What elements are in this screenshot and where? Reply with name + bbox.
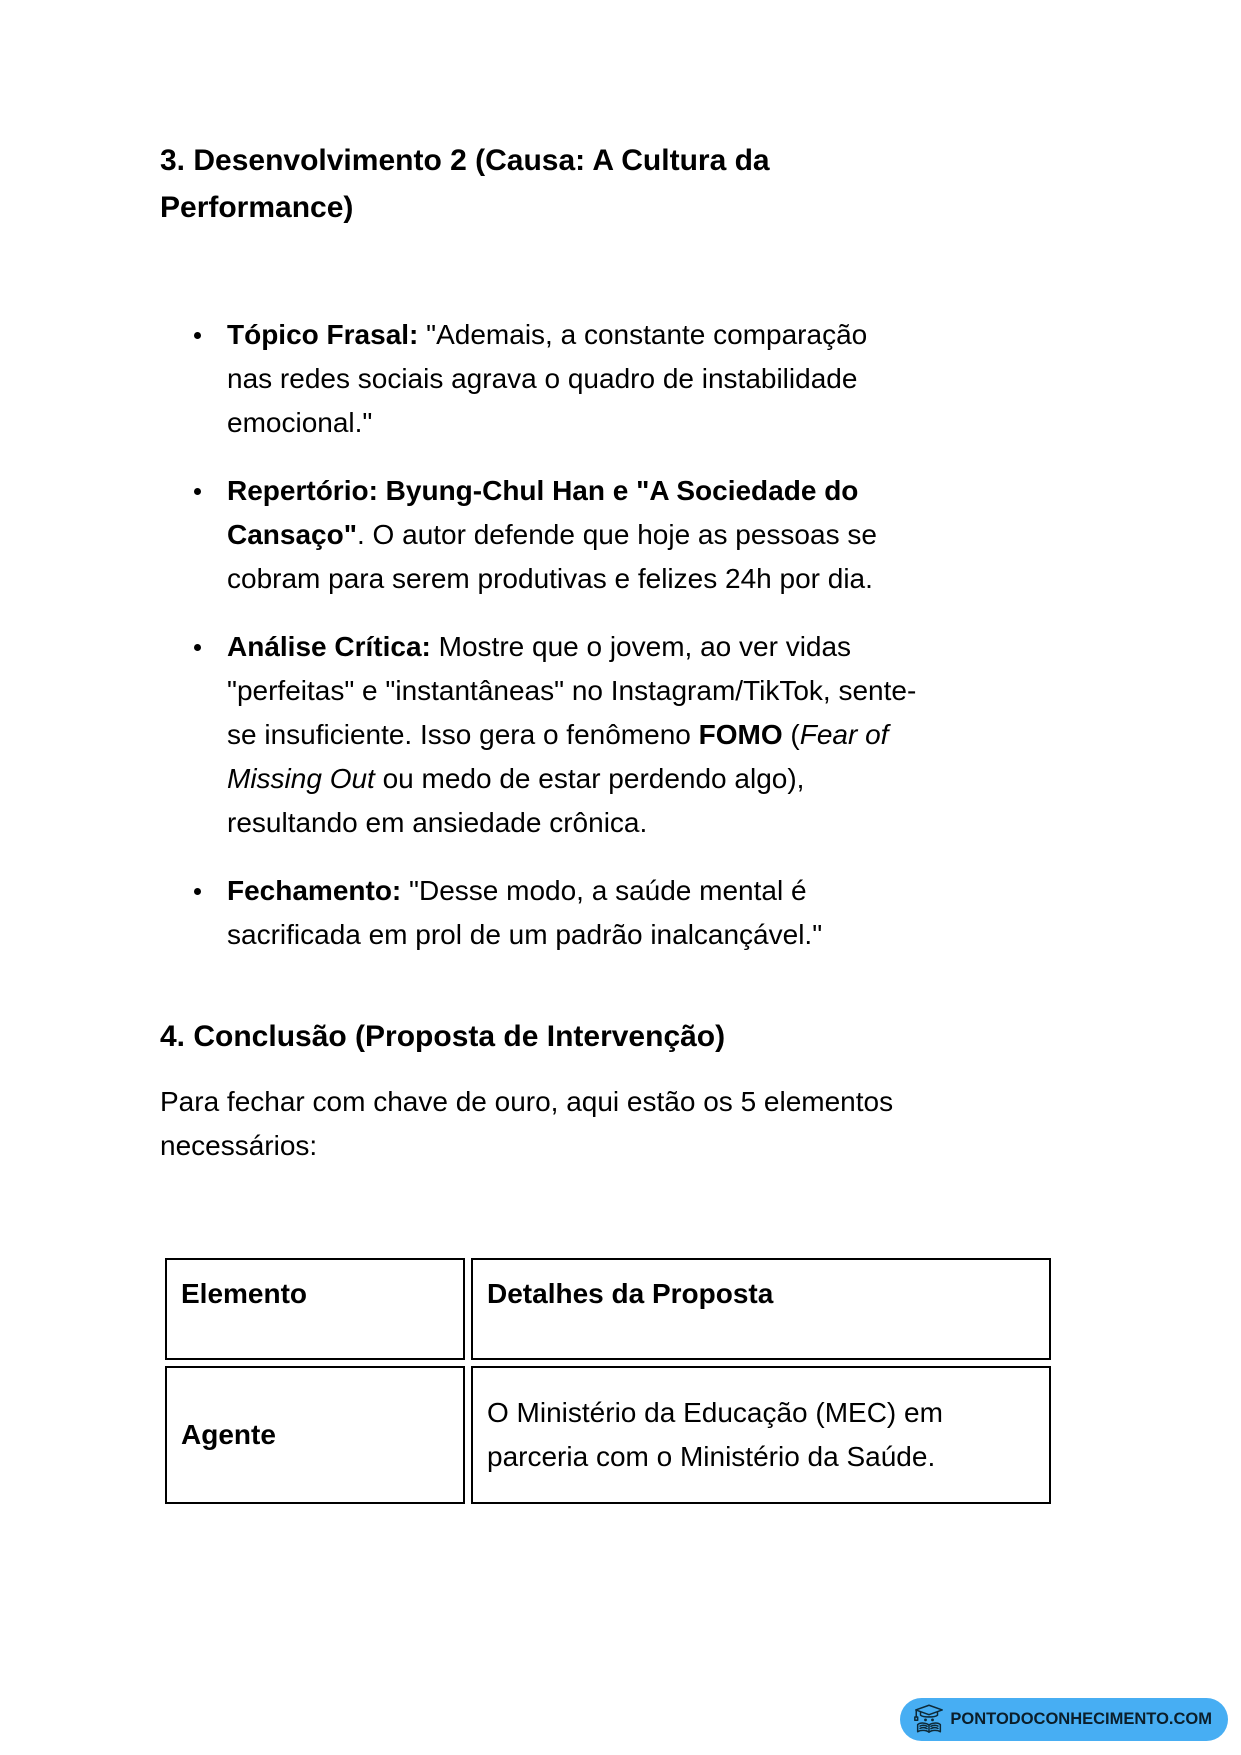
dev2-bullet-list (160, 313, 1161, 957)
table-cell-agente-details: O Ministério da Educação (MEC) em parceria com o Ministério da Saúde. (471, 1366, 1051, 1504)
bullet-icon (194, 488, 201, 495)
bullet-icon (194, 888, 201, 895)
list-item-text: Tópico Frasal: "Ademais, a constante comparação nas redes sociais agrava o quadro de instabilidade emocional." (227, 319, 868, 438)
table-row (165, 1366, 1051, 1504)
section-3-heading: 3. Desenvolvimento 2 (Causa: A Cultura da Performance) (160, 144, 770, 224)
table-cell-agente: Agente (165, 1366, 465, 1504)
list-item (160, 625, 917, 845)
bullet-icon (194, 644, 201, 651)
list-item-text: Análise Crítica: Mostre que o jovem, ao ver vidas "perfeitas" e "instantâneas" no Instagram/TikTok, sente-se insuficiente. Isso gera o fenômeno FOMO (Fear of Missing Out ou medo de estar perdendo algo), resultando em ansiedade crônica. (227, 631, 917, 838)
graduation-cap-book-icon (910, 1701, 948, 1738)
table-header-detalhes: Detalhes da Proposta (471, 1258, 1051, 1360)
conclusion-intro: Para fechar com chave de ouro, aqui estão os 5 elementos necessários: (160, 1086, 894, 1161)
bullet-icon (194, 332, 201, 339)
site-badge-label: PONTODOCONHECIMENTO.COM (950, 1710, 1212, 1728)
list-item (160, 313, 917, 445)
list-item (160, 869, 917, 957)
proposal-table (159, 1252, 1057, 1510)
section-4-heading: 4. Conclusão (Proposta de Intervenção) (160, 1020, 726, 1053)
list-item (160, 469, 917, 601)
table-header-row (165, 1258, 1051, 1360)
site-badge[interactable] (900, 1698, 1228, 1741)
list-item-text: Fechamento: "Desse modo, a saúde mental é sacrificada em prol de um padrão inalcançável." (227, 875, 823, 950)
list-item-text: Repertório: Byung-Chul Han e "A Sociedade do Cansaço". O autor defende que hoje as pessoas se cobram para serem produtivas e felizes 24h por dia. (227, 475, 877, 594)
table-header-elemento: Elemento (165, 1258, 465, 1360)
